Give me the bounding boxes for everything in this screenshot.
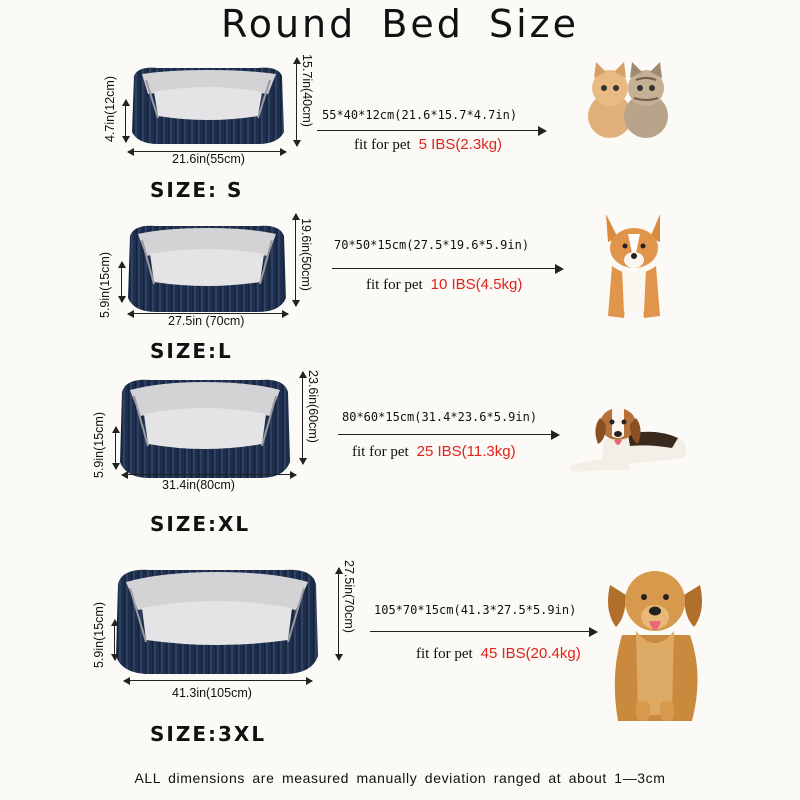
- size-label-xl: SIZE:XL: [150, 512, 251, 536]
- height-dimension-xl: 5.9in(15cm): [92, 412, 106, 478]
- width-dimension-s: 21.6in(55cm): [172, 152, 245, 166]
- height-dimension-3xl: 5.9in(15cm): [92, 602, 106, 668]
- fit-line-xl: [352, 443, 516, 461]
- width-dimension-xl: 31.4in(80cm): [162, 478, 235, 492]
- kittens-illustration: [582, 58, 674, 140]
- beagle-illustration: [568, 400, 692, 478]
- arrow-s: [317, 130, 545, 131]
- height-dimension-s: 4.7in(12cm): [103, 76, 117, 142]
- footer-note: ALL dimensions are measured manually deviation ranged at about 1—3cm: [134, 770, 666, 786]
- bed-image-xl: [116, 370, 294, 482]
- size-label-3xl: SIZE:3XL: [150, 722, 267, 746]
- fit-label-l: fit for pet: [366, 277, 423, 293]
- height-arrow-xl: [115, 427, 116, 469]
- depth-arrow-s: [296, 58, 297, 146]
- golden-retriever-illustration: [600, 565, 710, 723]
- fit-label-3xl: fit for pet: [416, 646, 473, 662]
- bed-image-s: [128, 58, 288, 148]
- corgi-illustration: [598, 212, 670, 324]
- width-dimension-l: 27.5in (70cm): [168, 314, 245, 328]
- depth-arrow-xl: [302, 372, 303, 464]
- depth-dimension-xl: 23.6in(60cm): [306, 370, 320, 443]
- page-title: Round Bed Size: [221, 2, 579, 46]
- spec-text-3xl: 105*70*15cm(41.3*27.5*5.9in): [374, 603, 577, 617]
- arrow-3xl: [370, 631, 596, 632]
- spec-text-s: 55*40*12cm(21.6*15.7*4.7in): [322, 108, 518, 122]
- depth-arrow-l: [295, 214, 296, 306]
- depth-dimension-l: 19.6in(50cm): [299, 218, 313, 291]
- fit-label-s: fit for pet: [354, 137, 411, 153]
- height-arrow-s: [125, 100, 126, 142]
- weight-xl: 25 IBS(11.3kg): [416, 443, 516, 460]
- size-label-s: SIZE: S: [150, 178, 244, 202]
- weight-3xl: 45 IBS(20.4kg): [480, 645, 581, 662]
- width-dimension-3xl: 41.3in(105cm): [172, 686, 252, 700]
- spec-text-xl: 80*60*15cm(31.4*23.6*5.9in): [342, 410, 538, 424]
- weight-l: 10 IBS(4.5kg): [430, 276, 523, 293]
- depth-dimension-s: 15.7in(40cm): [300, 54, 314, 127]
- bed-image-3xl: [112, 560, 322, 678]
- bed-image-l: [124, 216, 290, 316]
- arrow-l: [332, 268, 562, 269]
- spec-text-l: 70*50*15cm(27.5*19.6*5.9in): [334, 238, 530, 252]
- weight-s: 5 IBS(2.3kg): [418, 136, 503, 153]
- width-arrow-xl: [122, 474, 296, 475]
- width-arrow-3xl: [124, 680, 312, 681]
- depth-dimension-3xl: 27.5in(70cm): [342, 560, 356, 633]
- height-arrow-3xl: [114, 620, 115, 660]
- height-arrow-l: [121, 262, 122, 302]
- arrow-xl: [338, 434, 558, 435]
- fit-line-s: [354, 136, 502, 154]
- height-dimension-l: 5.9in(15cm): [98, 252, 112, 318]
- size-label-l: SIZE:L: [150, 339, 233, 363]
- fit-line-l: [366, 276, 522, 294]
- fit-label-xl: fit for pet: [352, 444, 409, 460]
- depth-arrow-3xl: [338, 568, 339, 660]
- fit-line-3xl: [416, 645, 581, 663]
